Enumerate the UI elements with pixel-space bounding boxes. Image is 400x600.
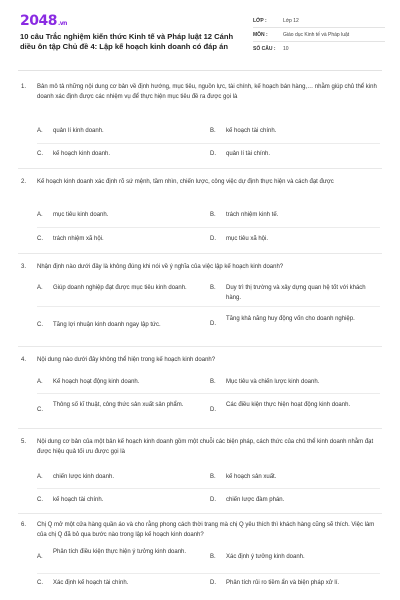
option-b[interactable] xyxy=(210,552,380,562)
option-letter: D. xyxy=(210,321,216,327)
question-text: Chị Q mở một cửa hàng quần áo và cho rằng phong cách thời trang mà chị Q yêu thích thì khách hàng cũng sẽ thích. Việc làm của chị Q đã bỏ qua bước nào trong lập kế hoạch kinh doanh? xyxy=(37,522,375,538)
option-b[interactable] xyxy=(210,377,380,387)
option-a[interactable] xyxy=(37,547,205,562)
question-text: Bản mô tả những nội dung cơ bản về định hướng, mục tiêu, nguồn lực, tài chính, kế hoạch bán hàng,… nhằm giúp chủ thể kinh doanh xác định được các nhiệm vụ để thực hiện mục tiêu đề ra được gọi là xyxy=(37,84,377,100)
question-divider xyxy=(18,513,382,514)
meta-value: Giáo dục Kinh tế và Pháp luật xyxy=(283,31,350,38)
option-c[interactable] xyxy=(37,149,197,159)
option-letter: D. xyxy=(210,497,216,503)
option-text: Thông số kĩ thuật, công thức sản xuất sản phẩm. xyxy=(53,402,184,408)
option-letter: D. xyxy=(210,580,216,586)
option-b[interactable] xyxy=(210,210,380,220)
question-text: Nội dung nào dưới đây không thể hiện trong kế hoạch kinh doanh? xyxy=(37,357,216,363)
meta-key: SỐ CÂU : xyxy=(253,46,276,52)
option-d[interactable] xyxy=(210,578,380,588)
option-letter: D. xyxy=(210,236,216,242)
option-a[interactable] xyxy=(37,210,197,220)
option-letter: A. xyxy=(37,128,43,134)
option-text: trách nhiệm kinh tế. xyxy=(226,212,279,218)
option-letter: D. xyxy=(210,151,216,157)
question-divider xyxy=(18,168,382,169)
option-letter: A. xyxy=(37,379,43,385)
option-text: Kế hoạch hoạt động kinh doanh. xyxy=(53,379,140,385)
option-b[interactable] xyxy=(210,472,380,482)
option-text: kế hoạch sản xuất. xyxy=(226,474,277,480)
header-divider xyxy=(18,70,382,71)
option-letter: D. xyxy=(210,407,216,413)
option-c[interactable] xyxy=(37,578,205,588)
option-divider xyxy=(37,488,380,489)
option-divider xyxy=(37,393,380,394)
option-text: kế hoạch tài chính. xyxy=(53,497,104,503)
option-letter: B. xyxy=(210,128,216,134)
meta-row-class xyxy=(253,14,385,28)
question-number: 6. xyxy=(21,522,27,528)
option-text: kế hoạch tài chính. xyxy=(226,128,277,134)
question-number: 2. xyxy=(21,179,27,185)
option-text: chiến lược đàm phán. xyxy=(226,497,285,503)
meta-row-subject xyxy=(253,28,385,42)
option-letter: B. xyxy=(210,379,216,385)
option-text: Xác định ý tưởng kinh doanh. xyxy=(226,554,305,560)
option-c[interactable] xyxy=(37,234,197,244)
option-text: Tăng lợi nhuận kinh doanh ngay lập tức. xyxy=(53,322,161,328)
option-text: mục tiêu kinh doanh. xyxy=(53,212,109,218)
option-letter: B. xyxy=(210,474,216,480)
page-title: 10 câu Trắc nghiệm kiến thức Kinh tế và Pháp luật 12 Cánh diều ôn tập Chủ đề 4: Lập kế hoạch kinh doanh có đáp án xyxy=(20,32,234,51)
question-number: 3. xyxy=(21,264,27,270)
option-letter: B. xyxy=(210,212,216,218)
option-d[interactable] xyxy=(210,234,380,244)
option-b[interactable] xyxy=(210,283,380,303)
option-text: Duy trì thị trường và xây dựng quan hệ tốt với khách hàng. xyxy=(226,285,366,301)
option-letter: C. xyxy=(37,151,43,157)
question-number: 5. xyxy=(21,439,27,445)
option-letter: B. xyxy=(210,285,216,291)
option-d[interactable] xyxy=(210,149,380,159)
option-text: Phân tích điều kiện thực hiện ý tưởng kinh doanh. xyxy=(53,549,187,555)
question-text: Nhận định nào dưới đây là không đúng khi nói về ý nghĩa của việc lập kế hoạch kinh doanh? xyxy=(37,264,284,270)
option-a[interactable] xyxy=(37,377,205,387)
option-letter: A. xyxy=(37,212,43,218)
option-d[interactable] xyxy=(210,314,380,329)
option-text: quản lí tài chính. xyxy=(226,151,271,157)
site-logo[interactable] xyxy=(20,13,67,29)
question-number: 4. xyxy=(21,357,27,363)
option-letter: A. xyxy=(37,285,43,291)
meta-key: MÔN : xyxy=(253,31,268,38)
option-text: Xác định kế hoạch tài chính. xyxy=(53,580,129,586)
meta-key: LỚP : xyxy=(253,17,267,24)
option-text: mục tiêu xã hội. xyxy=(226,236,269,242)
question-number: 1. xyxy=(21,84,27,90)
option-divider xyxy=(37,143,380,144)
option-text: Giúp doanh nghiệp đạt được mục tiêu kinh doanh. xyxy=(53,285,187,291)
option-text: trách nhiệm xã hội. xyxy=(53,236,104,242)
option-c[interactable] xyxy=(37,495,205,505)
meta-table xyxy=(253,14,385,56)
option-letter: C. xyxy=(37,497,43,503)
option-text: Các điều kiện thực hiện hoạt động kinh doanh. xyxy=(226,402,351,408)
option-a[interactable] xyxy=(37,126,197,136)
option-letter: C. xyxy=(37,580,43,586)
page-header xyxy=(0,0,400,66)
option-a[interactable] xyxy=(37,472,205,482)
option-c[interactable] xyxy=(37,400,205,415)
option-text: chiến lược kinh doanh. xyxy=(53,474,114,480)
question-divider xyxy=(18,253,382,254)
option-letter: C. xyxy=(37,236,43,242)
option-letter: A. xyxy=(37,554,43,560)
option-text: quản lí kinh doanh. xyxy=(53,128,104,134)
logo-suffix: .vn xyxy=(57,20,67,27)
meta-value: 10 xyxy=(283,46,289,52)
option-letter: B. xyxy=(210,554,216,560)
question-text: Kế hoạch kinh doanh xác định rõ sứ mệnh, tầm nhìn, chiến lược, công việc dự định thực hiện và cách đạt được xyxy=(37,179,334,185)
option-text: Phân tích rủi ro tiềm ẩn và biện pháp xử lí. xyxy=(226,580,340,586)
option-divider xyxy=(37,573,380,574)
logo-main: 2048 xyxy=(20,13,57,29)
option-c[interactable] xyxy=(37,320,205,330)
question-divider xyxy=(18,428,382,429)
option-letter: C. xyxy=(37,322,43,328)
option-b[interactable] xyxy=(210,126,380,136)
option-d[interactable] xyxy=(210,400,380,415)
option-letter: A. xyxy=(37,474,43,480)
option-text: kế hoạch kinh doanh. xyxy=(53,151,111,157)
meta-value: Lớp 12 xyxy=(283,17,299,24)
question-text: Nội dung cơ bản của một bản kế hoạch kinh doanh gồm một chuỗi các biện pháp, cách thức của chủ thể kinh doanh nhằm đạt được hiệu quả tối ưu được gọi là xyxy=(37,439,374,455)
option-text: Tăng khả năng huy động vốn cho doanh nghiệp. xyxy=(226,316,355,322)
option-divider xyxy=(37,227,380,228)
option-divider xyxy=(37,306,380,307)
meta-row-count xyxy=(253,42,385,56)
option-text: Mục tiêu và chiến lược kinh doanh. xyxy=(226,379,320,385)
option-letter: C. xyxy=(37,407,43,413)
option-a[interactable] xyxy=(37,283,205,293)
question-divider xyxy=(18,346,382,347)
option-d[interactable] xyxy=(210,495,380,505)
